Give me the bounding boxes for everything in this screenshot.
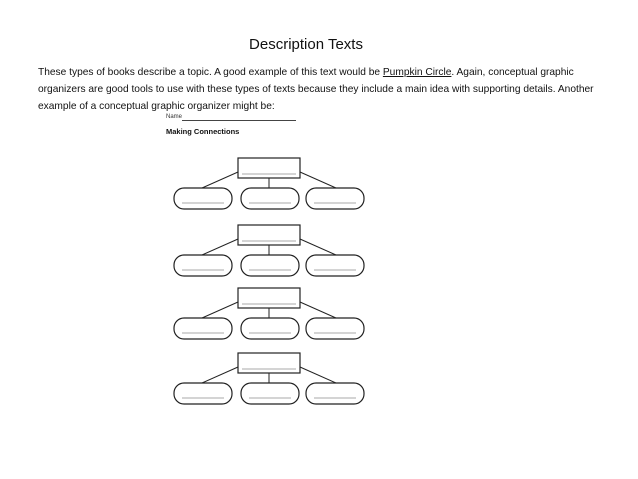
detail-pill-left (174, 188, 232, 209)
detail-pill-left (174, 255, 232, 276)
main-idea-box (238, 288, 300, 308)
worksheet-heading: Making Connections (166, 127, 240, 136)
detail-pill-right (306, 318, 364, 339)
intro-text-end: . Again, conceptual graphic organizers are good tools to use with these types of texts because they include a main idea with supporting details. Another example of a conceptual graphic organizer might be: (38, 67, 594, 112)
connector-right (300, 172, 336, 188)
connector-right (300, 302, 336, 318)
connector-left (202, 302, 238, 318)
detail-pill-center (241, 255, 299, 276)
worksheet-name-label: Name (166, 114, 183, 120)
main-idea-box (238, 158, 300, 178)
detail-pill-right (306, 255, 364, 276)
detail-pill-center (241, 318, 299, 339)
detail-pill-center (241, 383, 299, 404)
detail-pill-center (241, 188, 299, 209)
intro-text-start: These types of books describe a topic. A good example of this text would be (38, 67, 383, 78)
worksheet-image (166, 110, 366, 410)
intro-paragraph (38, 64, 598, 115)
connector-right (300, 239, 336, 255)
connector-left (202, 367, 238, 383)
organizer-diagrams (166, 110, 366, 410)
detail-pill-left (174, 318, 232, 339)
connector-right (300, 367, 336, 383)
detail-pill-right (306, 188, 364, 209)
book-title-link: Pumpkin Circle (382, 67, 452, 78)
slide-title: Description Texts (249, 36, 363, 53)
detail-pill-left (174, 383, 232, 404)
connector-left (202, 239, 238, 255)
detail-pill-right (306, 383, 364, 404)
connector-left (202, 172, 238, 188)
main-idea-box (238, 353, 300, 373)
main-idea-box (238, 225, 300, 245)
